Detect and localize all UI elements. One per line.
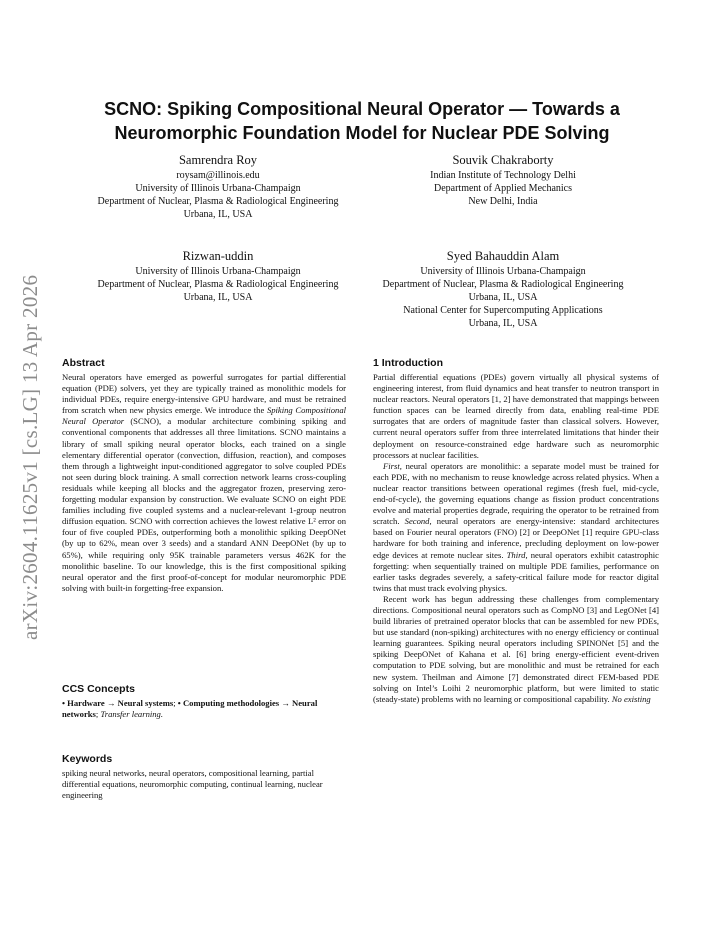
author-department: Department of Nuclear, Plasma & Radiological Engineering bbox=[97, 196, 339, 207]
author-affiliation: University of Illinois Urbana-Champaign bbox=[135, 266, 301, 277]
paper-title: SCNO: Spiking Compositional Neural Operator — Towards a Neuromorphic Foundation Model for Nuclear PDE Solving bbox=[104, 99, 620, 143]
author-block-2 bbox=[378, 152, 628, 208]
author-department: Department of Nuclear, Plasma & Radiological Engineering bbox=[382, 279, 624, 290]
author-location-2: Urbana, IL, USA bbox=[468, 318, 538, 329]
author-location: Urbana, IL, USA bbox=[468, 292, 538, 303]
keywords-section bbox=[62, 752, 346, 801]
author-department: Department of Applied Mechanics bbox=[433, 183, 572, 194]
author-block-1 bbox=[96, 152, 340, 221]
ccs-sep-2: ; bbox=[95, 709, 101, 720]
ccs-sep-1: ; bbox=[173, 698, 178, 708]
author-email: roysam@illinois.edu bbox=[176, 170, 260, 181]
abstract-text-a: Neural operators have emerged as powerful surrogates for partial differential equation (PDE) solvers, yet they are typically trained as monolithic models for individual PDEs, require energy-intensive GPU hardware, and must be retrained from scratch when new physics emerge. We introduce the bbox=[62, 372, 346, 416]
author-location: Urbana, IL, USA bbox=[183, 209, 253, 220]
author-name: Souvik Chakraborty bbox=[452, 153, 554, 167]
author-affiliation-2: National Center for Supercomputing Applications bbox=[403, 305, 603, 316]
intro-paragraph-2 bbox=[373, 461, 659, 594]
ccs-heading: CCS Concepts bbox=[62, 683, 135, 695]
author-name: Rizwan-uddin bbox=[182, 249, 254, 263]
arxiv-identifier: arXiv:2604.11625v1 [cs.LG] 13 Apr 2026 bbox=[18, 274, 42, 640]
author-location: New Delhi, India bbox=[468, 196, 538, 207]
intro-p2c: , neural operators exhibit catastrophic forgetting: when sequentially trained on multiple PDE families, performance on earlier tasks degrades severely, a safety-critical failure mode for reactor digital twins that must track evolving physics. bbox=[373, 549, 659, 593]
author-affiliation: University of Illinois Urbana-Champaign bbox=[135, 183, 301, 194]
keywords-heading: Keywords bbox=[62, 753, 113, 765]
author-block-3 bbox=[96, 248, 340, 304]
intro-paragraph-1: Partial differential equations (PDEs) govern virtually all physical systems of engineering interest, from fluid dynamics and heat transfer to neutron transport in nuclear reactors. Neural operators [1, 2] have demonstrated that mappings between function spaces can be learned directly from data, enabling real-time PDE surrogates that are orders of magnitude faster than classical solvers. However, current neural operators suffer from three interrelated limitations that hinder their deployment on resource-constrained edge hardware such as neuromorphic processors at nuclear facilities. bbox=[373, 372, 659, 460]
abstract-heading: Abstract bbox=[62, 357, 105, 369]
abstract-text-italic: Spiking Compositional Neural Operator bbox=[62, 405, 346, 427]
intro-first: First bbox=[383, 460, 400, 471]
ccs-transfer-learning: Transfer learning. bbox=[100, 709, 164, 720]
intro-p2b: , neural operators are energy-intensive: standard architectures based on Fourier neural operators (FNO) [2] or DeepONet [1] require GPU-class hardware for both training and inference, precluding deployment on low-power edge devices at remote nuclear sites. bbox=[373, 516, 659, 560]
abstract-text bbox=[62, 372, 346, 594]
intro-no-existing: No existing bbox=[611, 693, 651, 704]
abstract-section bbox=[62, 356, 346, 594]
author-name: Samrendra Roy bbox=[178, 153, 258, 167]
intro-second: Second bbox=[404, 516, 430, 527]
intro-p3a: Recent work has begun addressing these challenges from complementary directions. Compositional neural operators such as CompNO [3] and LegONet [4] build libraries of pretrained operator blocks that can be assembled for new PDEs, but use standard (non-spiking) architectures with no energy efficiency or continual learning guarantees. Spiking neural operators including SPINONet [5] and the spiking DeepONet of Kahana et al. [6] bring energy-efficient event-driven computation to PDE solving, but are monolithic and must be retrained for each new system. Theilman and Aimone [7] demonstrated direct FEM-based PDE solving on Intel’s Loihi 2 neuromorphic platform, but were limited to static (steady-state) problems with no learning or compositional capability. bbox=[373, 593, 659, 704]
ccs-section bbox=[62, 682, 346, 720]
ccs-computing: • Computing methodologies → Neural networks bbox=[62, 698, 318, 720]
intro-third: Third bbox=[506, 549, 526, 560]
author-affiliation: Indian Institute of Technology Delhi bbox=[430, 170, 576, 181]
author-location: Urbana, IL, USA bbox=[183, 292, 253, 303]
ccs-hardware: • Hardware bbox=[62, 698, 105, 708]
intro-paragraph-3 bbox=[373, 594, 659, 705]
ccs-text bbox=[62, 698, 346, 720]
author-block-4 bbox=[378, 248, 628, 330]
author-name: Syed Bahauddin Alam bbox=[446, 249, 560, 263]
introduction-heading: 1 Introduction bbox=[373, 357, 443, 369]
ccs-neural-systems: Neural systems bbox=[117, 698, 174, 708]
author-department: Department of Nuclear, Plasma & Radiological Engineering bbox=[97, 279, 339, 290]
introduction-section bbox=[373, 356, 659, 705]
author-affiliation: University of Illinois Urbana-Champaign bbox=[420, 266, 586, 277]
keywords-text: spiking neural networks, neural operators, compositional learning, partial differential equations, neuromorphic computing, continual learning, nuclear engineering bbox=[62, 768, 323, 801]
abstract-text-b: (SCNO), a modular architecture combining spiking and conventional components that addresses all three limitations. SCNO maintains a library of small spiking neural operator blocks, each trained on a single elementary differential operator (convection, diffusion, reaction), and composes them through a lightweight input-conditioned aggregator to solve coupled PDEs not seen during block training. A small correction network learns cross-coupling residuals while keeping all blocks and the aggregator frozen, preserving zero-forgetting modular expansion by construction. We evaluate SCNO on eight PDE families including five coupled systems and a nuclear-relevant 1-group neutron diffusion equation. SCNO with correction achieves the lowest relative L² error on four of five coupled PDEs, outperforming both a monolithic spiking DeepONet (by up to 62%, mean over 3 seeds) and a standard ANN DeepONet (by up to 65%), while requiring only 95K trainable parameters versus 462K for the monolithic baseline. To our knowledge, this is the first compositional spiking neural operator and the first proof-of-concept for modular neuromorphic PDE solving with built-in forgetting-free expansion. bbox=[62, 416, 346, 593]
intro-p2a: , neural operators are monolithic: a separate model must be trained for each PDE, with no mechanism to reuse knowledge across related physics. When a nuclear reactor transitions between operational regimes (fresh fuel, mid-cycle, end-of-cycle), the governing equations change as fission product concentrations evolve and material properties degrade, requiring the operator to be retrained from scratch. bbox=[373, 460, 659, 527]
ccs-arrow: → bbox=[104, 698, 118, 708]
